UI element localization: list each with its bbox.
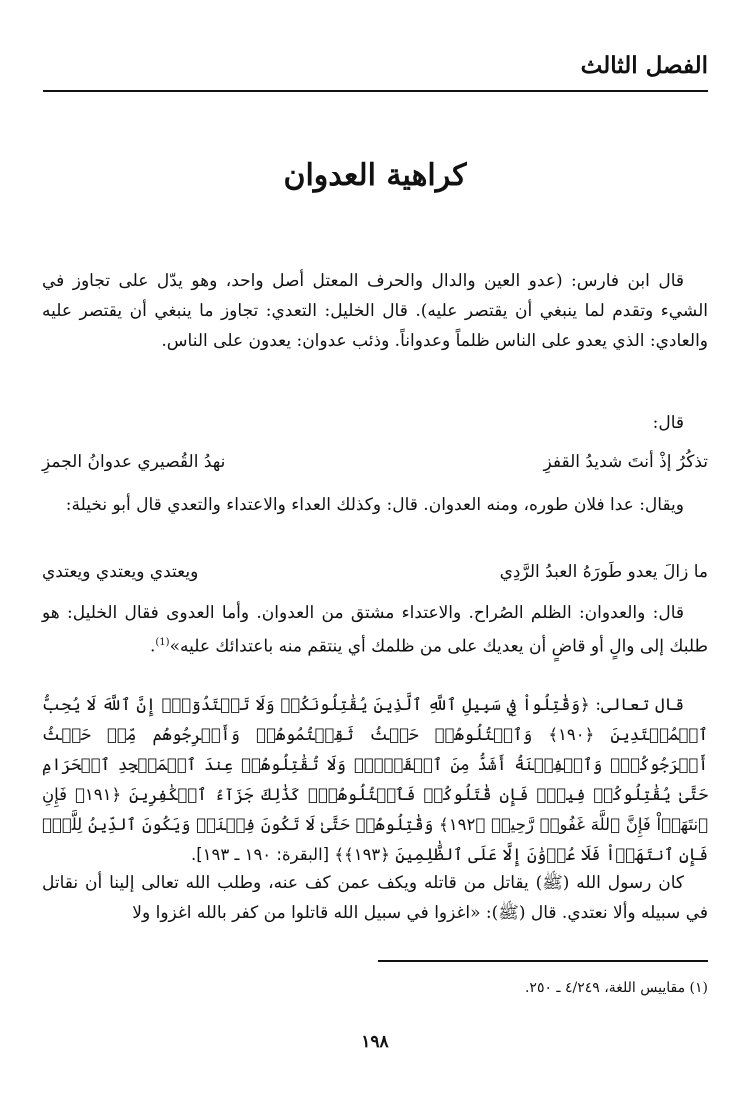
poetry-verse-2 — [42, 562, 708, 592]
paragraph-hadith — [42, 868, 708, 928]
paragraph-text: كان رسول الله (ﷺ) يقاتل من قاتله ويكف عمن كف عنه، وطلب الله تعالى إلينا أن نقاتل في سبيله وألا نعتدي. قال (ﷺ): «اغزوا في سبيل الله قاتلوا من كفر بالله اغزوا ولا — [42, 873, 708, 923]
paragraph-ibn-faris — [42, 266, 708, 356]
quran-passage — [42, 690, 708, 870]
paragraph-text: قال ابن فارس: (عدو العين والدال والحرف المعتل أصل واحد، وهو يدّل على تجاوز في الشيء وتقدم لما ينبغي أن يقتصر عليه). قال الخليل: التعدي: تجاوز ما ينبغي أن يقتصر عليه والعادي: الذي يعدو على الناس ظلماً وعدواناً. وذئب عدوان: يعدون على الناس. — [42, 271, 708, 351]
paragraph-text: ويقال: عدا فلان طوره، ومنه العدوان. قال: وكذلك العداء والاعتداء والتعدي قال أبو نخيلة: — [65, 495, 684, 515]
quran-reference: [البقرة: ١٩٠ ـ ١٩٣]. — [190, 845, 330, 864]
chapter-heading: الفصل الثالث — [580, 52, 708, 79]
paragraph-text: قال: والعدوان: الظلم الصُراح. والاعتداء مشتق من العدوان. وأما العدوى فقال الخليل: هو طلبك إلى والٍ أو قاضٍ أن يعديك على من ظلمك أي ينتقم منه باعتدائك عليه» — [42, 603, 708, 657]
poetry-verse-1 — [42, 452, 708, 482]
verse-second-hemistich: ويعتدي ويعتدي ويعتدي — [42, 562, 199, 582]
verse-first-hemistich: تذكُرُ إذْ أنتَ شديدُ القفزِ — [543, 452, 708, 472]
verse-second-hemistich: نهدُ القُصيري عدوانُ الجمزِ — [42, 452, 226, 472]
section-title: كراهية العدوان — [283, 158, 467, 193]
footnote: (١) مقاييس اللغة، ٤/٢٤٩ ـ ٢٥٠. — [524, 980, 708, 996]
chapter-divider — [43, 90, 708, 92]
verse-first-hemistich: ما زالَ يعدو طَورَهُ العبدُ الرَّدِي — [499, 562, 708, 582]
footnote-marker[interactable]: (1) — [155, 637, 170, 648]
footnote-divider — [378, 960, 708, 962]
quran-text: ﴿وَقَٰتِلُواْ فِي سَبِيلِ ٱللَّهِ ٱلَّذِينَ يُقَٰتِلُونَكُمۡ وَلَا تَعۡتَدُوٓاْۚ إِنَّ ٱللَّهَ لَا يُحِبُّ ٱلۡمُعۡتَدِينَ ﴿١٩٠﴾ وَٱقۡتُلُوهُمۡ حَيۡثُ ثَقِفۡتُمُوهُمۡ وَأَخۡرِجُوهُم مِّنۡ حَيۡثُ أَخۡرَجُوكُمۡۚ وَٱلۡفِتۡنَةُ أَشَدُّ مِنَ ٱلۡقَتۡلِۚ وَلَا تُقَٰتِلُوهُمۡ عِندَ ٱلۡمَسۡجِدِ ٱلۡحَرَامِ حَتَّىٰ يُقَٰتِلُوكُمۡ فِيهِۖ فَإِن قَٰتَلُوكُمۡ فَٱقۡتُلُوهُمۡۗ كَذَٰلِكَ جَزَآءُ ٱلۡكَٰفِرِينَ ﴿١٩١﴾ فَإِنِ ٱنتَهَوۡاْ فَإِنَّ ٱللَّهَ غَفُورٞ رَّحِيمٞ ﴿١٩٢﴾ وَقَٰتِلُوهُمۡ حَتَّىٰ لَا تَكُونَ فِتۡنَةٞ وَيَكُونَ ٱلدِّينُ لِلَّهِۖ فَإِنِ ٱنتَهَوۡاْ فَلَا عُدۡوَٰنَ إِلَّا عَلَى ٱلظَّٰلِمِينَ ﴿١٩٣﴾﴾ — [42, 695, 709, 864]
quran-intro: قال تعالى: — [589, 695, 684, 714]
qal-label: قال: — [652, 413, 684, 433]
paragraph-end: . — [149, 636, 156, 657]
page-number: ١٩٨ — [361, 1032, 389, 1052]
paragraph-udwan — [42, 490, 708, 520]
paragraph-khalil — [42, 598, 708, 662]
